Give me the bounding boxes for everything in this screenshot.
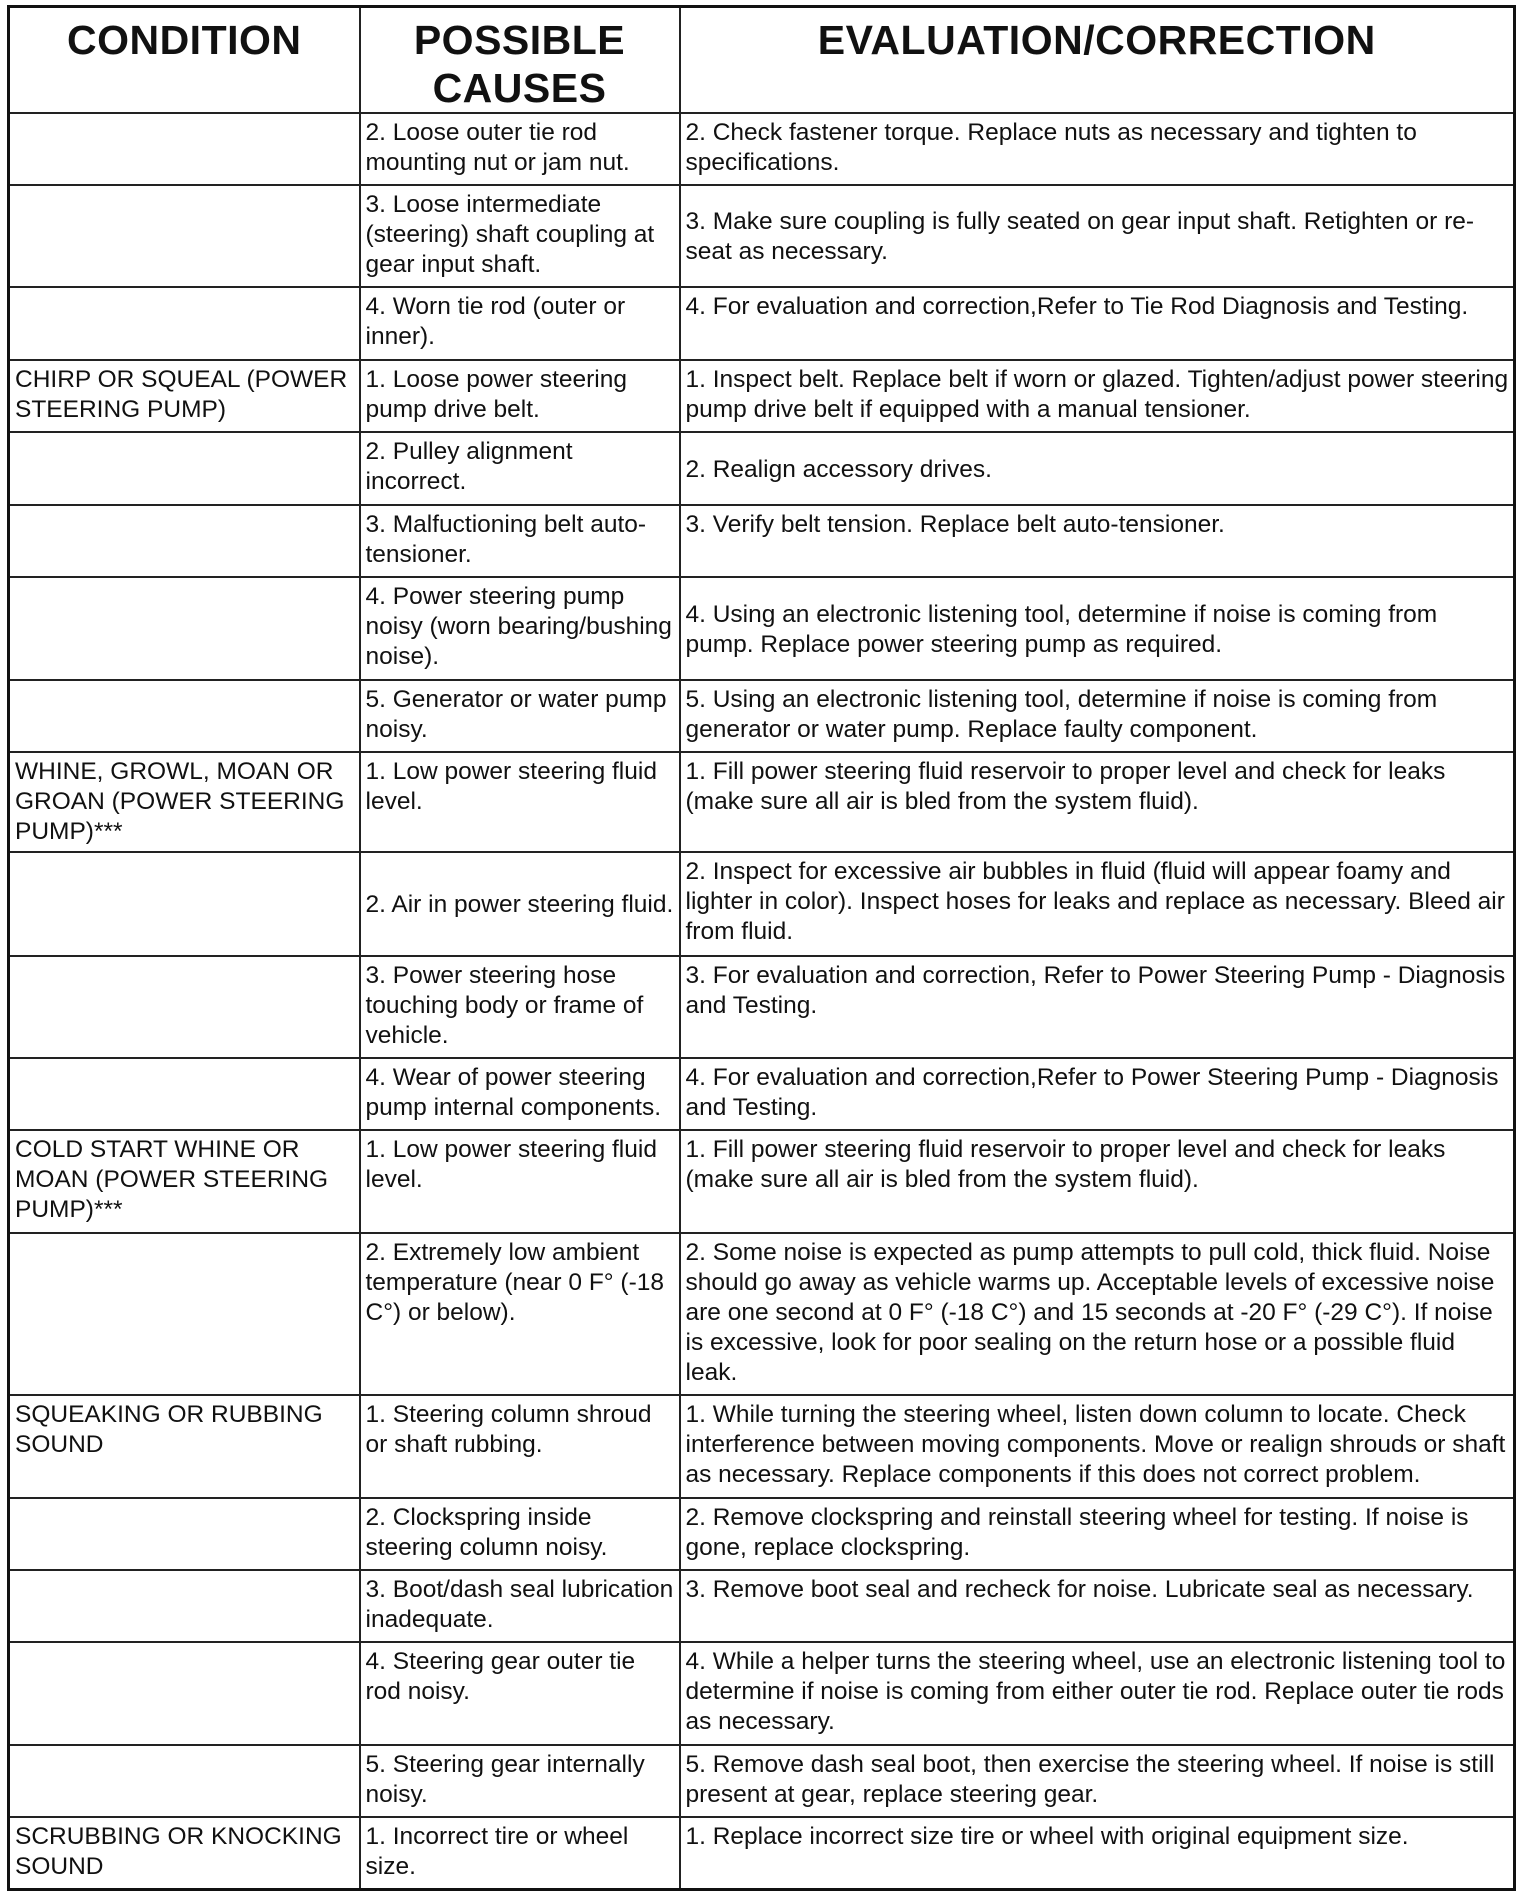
- table-row: [9, 956, 1515, 1058]
- evaluation-cell: 2. Some noise is expected as pump attempts to pull cold, thick fluid. Noise should go away as vehicle warms up. Acceptable levels of excessive noise are one second at 0 F° (-18 C°) and 15 seconds at -20 F° (-29 C°). If noise is excessive, look for poor sealing on the return hose or a possible fluid leak.: [680, 1233, 1515, 1395]
- table-row: [9, 1395, 1515, 1498]
- condition-cell: [9, 852, 360, 956]
- evaluation-cell: 4. Using an electronic listening tool, determine if noise is coming from pump. Replace power steering pump as required.: [680, 577, 1515, 680]
- header-row: [9, 7, 1515, 114]
- cause-cell: 2. Loose outer tie rod mounting nut or jam nut.: [360, 113, 680, 185]
- diagnosis-table: [7, 5, 1516, 1891]
- evaluation-cell: 5. Remove dash seal boot, then exercise the steering wheel. If noise is still present at gear, replace steering gear.: [680, 1745, 1515, 1817]
- evaluation-cell: 4. For evaluation and correction,Refer to Power Steering Pump - Diagnosis and Testing.: [680, 1058, 1515, 1130]
- condition-cell: WHINE, GROWL, MOAN OR GROAN (POWER STEERING PUMP)***: [9, 752, 360, 852]
- cause-cell: 5. Generator or water pump noisy.: [360, 680, 680, 752]
- cause-cell: 4. Worn tie rod (outer or inner).: [360, 287, 680, 360]
- cause-cell: 2. Air in power steering fluid.: [360, 852, 680, 956]
- evaluation-cell: 1. Replace incorrect size tire or wheel with original equipment size.: [680, 1817, 1515, 1889]
- table-row: [9, 1745, 1515, 1817]
- table-row: [9, 680, 1515, 752]
- table-row: [9, 577, 1515, 680]
- table-row: [9, 1058, 1515, 1130]
- cause-cell: 1. Incorrect tire or wheel size.: [360, 1817, 680, 1889]
- condition-cell: [9, 680, 360, 752]
- evaluation-cell: 4. For evaluation and correction,Refer to Tie Rod Diagnosis and Testing.: [680, 287, 1515, 360]
- condition-cell: [9, 287, 360, 360]
- table-row: [9, 1130, 1515, 1233]
- condition-cell: [9, 505, 360, 577]
- evaluation-cell: 3. Make sure coupling is fully seated on gear input shaft. Retighten or re-seat as necessary.: [680, 185, 1515, 287]
- cause-cell: 3. Power steering hose touching body or frame of vehicle.: [360, 956, 680, 1058]
- table-row: [9, 1642, 1515, 1745]
- condition-cell: COLD START WHINE OR MOAN (POWER STEERING PUMP)***: [9, 1130, 360, 1233]
- table-row: [9, 1570, 1515, 1642]
- condition-cell: SQUEAKING OR RUBBING SOUND: [9, 1395, 360, 1498]
- cause-cell: 4. Wear of power steering pump internal components.: [360, 1058, 680, 1130]
- evaluation-cell: 2. Inspect for excessive air bubbles in fluid (fluid will appear foamy and lighter in color). Inspect hoses for leaks and replace as necessary. Bleed air from fluid.: [680, 852, 1515, 956]
- table-row: [9, 1233, 1515, 1395]
- cause-cell: 3. Loose intermediate (steering) shaft coupling at gear input shaft.: [360, 185, 680, 287]
- table-row: [9, 113, 1515, 185]
- table-row: [9, 752, 1515, 852]
- evaluation-cell: 2. Check fastener torque. Replace nuts as necessary and tighten to specifications.: [680, 113, 1515, 185]
- cause-cell: 4. Steering gear outer tie rod noisy.: [360, 1642, 680, 1745]
- cause-cell: 2. Pulley alignment incorrect.: [360, 432, 680, 505]
- condition-cell: [9, 1745, 360, 1817]
- table-row: [9, 1817, 1515, 1889]
- condition-cell: [9, 1233, 360, 1395]
- cause-cell: 1. Low power steering fluid level.: [360, 752, 680, 852]
- cause-cell: 1. Low power steering fluid level.: [360, 1130, 680, 1233]
- cause-cell: 2. Clockspring inside steering column noisy.: [360, 1498, 680, 1570]
- table-row: [9, 185, 1515, 287]
- evaluation-cell: 3. For evaluation and correction, Refer to Power Steering Pump - Diagnosis and Testing.: [680, 956, 1515, 1058]
- evaluation-cell: 1. While turning the steering wheel, listen down column to locate. Check interference between moving components. Move or realign shrouds or shaft as necessary. Replace components if this does not correct problem.: [680, 1395, 1515, 1498]
- evaluation-cell: 1. Fill power steering fluid reservoir to proper level and check for leaks (make sure all air is bled from the system fluid).: [680, 1130, 1515, 1233]
- table-row: [9, 852, 1515, 956]
- condition-cell: [9, 432, 360, 505]
- header-evaluation-correction: EVALUATION/CORRECTION: [680, 7, 1515, 114]
- evaluation-cell: 2. Remove clockspring and reinstall steering wheel for testing. If noise is gone, replace clockspring.: [680, 1498, 1515, 1570]
- table-row: [9, 505, 1515, 577]
- condition-cell: [9, 577, 360, 680]
- cause-cell: 4. Power steering pump noisy (worn bearing/bushing noise).: [360, 577, 680, 680]
- table-row: [9, 432, 1515, 505]
- cause-cell: 2. Extremely low ambient temperature (near 0 F° (-18 C°) or below).: [360, 1233, 680, 1395]
- condition-cell: [9, 1498, 360, 1570]
- cause-cell: 1. Steering column shroud or shaft rubbing.: [360, 1395, 680, 1498]
- header-possible-causes: POSSIBLE CAUSES: [360, 7, 680, 114]
- evaluation-cell: 3. Verify belt tension. Replace belt auto-tensioner.: [680, 505, 1515, 577]
- cause-cell: 3. Boot/dash seal lubrication inadequate.: [360, 1570, 680, 1642]
- condition-cell: CHIRP OR SQUEAL (POWER STEERING PUMP): [9, 360, 360, 432]
- table-row: [9, 1498, 1515, 1570]
- cause-cell: 1. Loose power steering pump drive belt.: [360, 360, 680, 432]
- condition-cell: [9, 185, 360, 287]
- header-condition: CONDITION: [9, 7, 360, 114]
- condition-cell: [9, 1570, 360, 1642]
- cause-cell: 3. Malfuctioning belt auto-tensioner.: [360, 505, 680, 577]
- diagnosis-page: [7, 5, 1513, 1888]
- condition-cell: [9, 1058, 360, 1130]
- condition-cell: [9, 956, 360, 1058]
- evaluation-cell: 1. Fill power steering fluid reservoir to proper level and check for leaks (make sure all air is bled from the system fluid).: [680, 752, 1515, 852]
- evaluation-cell: 4. While a helper turns the steering wheel, use an electronic listening tool to determine if noise is coming from either outer tie rod. Replace outer tie rods as necessary.: [680, 1642, 1515, 1745]
- condition-cell: [9, 113, 360, 185]
- cause-cell: 5. Steering gear internally noisy.: [360, 1745, 680, 1817]
- evaluation-cell: 3. Remove boot seal and recheck for noise. Lubricate seal as necessary.: [680, 1570, 1515, 1642]
- condition-cell: [9, 1642, 360, 1745]
- condition-cell: SCRUBBING OR KNOCKING SOUND: [9, 1817, 360, 1889]
- table-row: [9, 360, 1515, 432]
- evaluation-cell: 2. Realign accessory drives.: [680, 432, 1515, 505]
- evaluation-cell: 1. Inspect belt. Replace belt if worn or glazed. Tighten/adjust power steering pump drive belt if equipped with a manual tensioner.: [680, 360, 1515, 432]
- evaluation-cell: 5. Using an electronic listening tool, determine if noise is coming from generator or water pump. Replace faulty component.: [680, 680, 1515, 752]
- table-row: [9, 287, 1515, 360]
